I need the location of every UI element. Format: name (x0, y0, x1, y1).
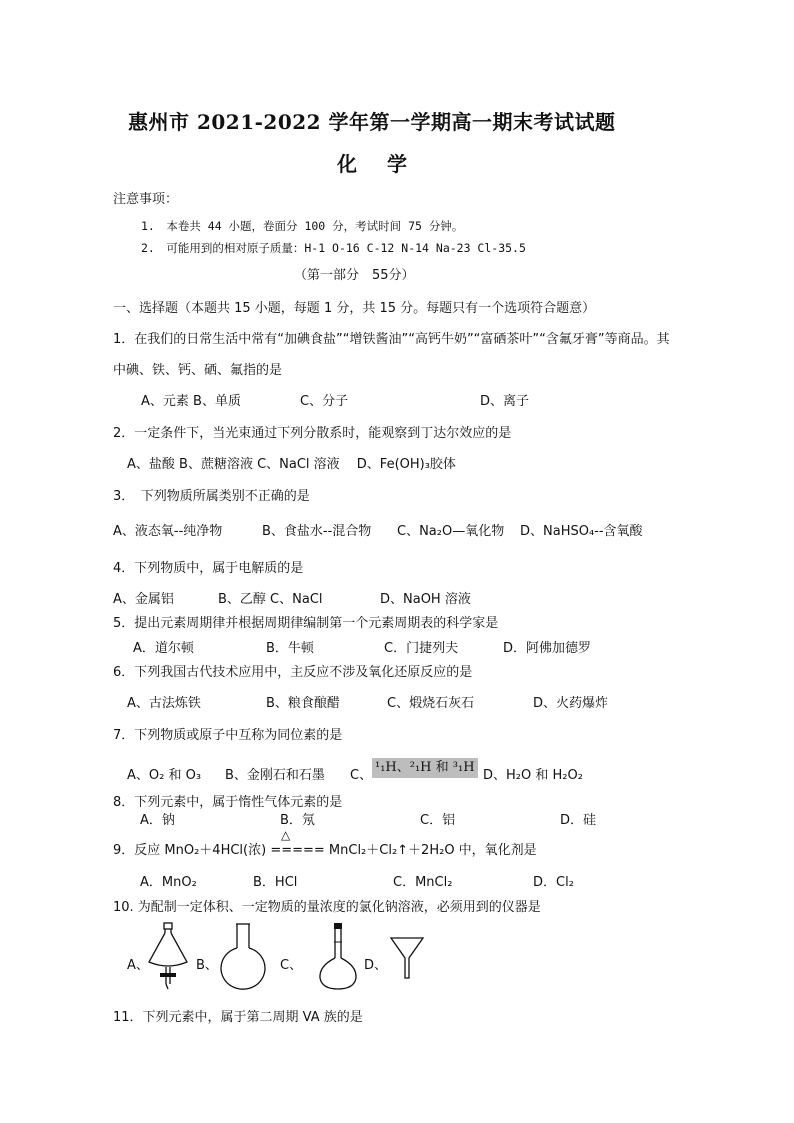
q4-option: A、金属铝 (113, 592, 174, 607)
q5-option: D．阿佛加德罗 (503, 641, 592, 656)
q6-option: A、古法炼铁 (127, 696, 201, 711)
q9-option: D．Cl₂ (533, 875, 574, 890)
q6-stem: 6．下列我国古代技术应用中，主反应不涉及氧化还原反应的是 (113, 665, 473, 680)
q3-option: C、Na₂O—氧化物 (397, 524, 505, 539)
q8-stem: 8．下列元素中，属于惰性气体元素的是 (113, 795, 343, 810)
q6-option: C、煅烧石灰石 (387, 696, 475, 711)
q6-option: D、火药爆炸 (533, 696, 609, 711)
q1-option: C、分子 (300, 394, 349, 409)
q1-option: A、元素 B、单质 (141, 394, 241, 409)
q4-option: D、NaOH 溶液 (380, 592, 471, 607)
q7-option: D、H₂O 和 H₂O₂ (483, 768, 583, 783)
q9-option: C．MnCl₂ (393, 875, 453, 890)
notice-label: 注意事项： (113, 192, 179, 207)
q4-option: B、乙醇 C、NaCl (218, 592, 323, 607)
q2-options: A、盐酸 B、蔗糖溶液 C、NaCl 溶液 D、Fe(OH)₃胶体 (127, 457, 456, 472)
q7-stem: 7．下列物质或原子中互称为同位素的是 (113, 728, 343, 743)
q1-option: D、离子 (480, 394, 530, 409)
q9-option: B．HCl (253, 875, 298, 890)
q10-option: D、 (364, 958, 388, 973)
part-label: （第一部分 55分） (294, 268, 415, 283)
q5-option: C．门捷列夫 (384, 641, 459, 656)
round-bottom-flask-icon (216, 922, 270, 990)
q3-option: B、食盐水--混合物 (262, 524, 372, 539)
volumetric-flask-icon (316, 922, 360, 990)
q3-option: A、液态氧--纯净物 (113, 524, 223, 539)
funnel-icon (389, 936, 425, 980)
q5-stem: 5．提出元素周期律并根据周期律编制第一个元素周期表的科学家是 (113, 616, 499, 631)
q9-option: A．MnO₂ (140, 875, 197, 890)
q8-option: A．钠 (140, 813, 175, 828)
section-heading: 一、选择题（本题共 15 小题，每题 1 分，共 15 分。每题只有一个选项符合题意） (113, 301, 596, 316)
q5-option: B．牛顿 (266, 641, 314, 656)
q5-option: A．道尔顿 (133, 641, 194, 656)
q11-stem: 11．下列元素中，属于第二周期 VA 族的是 (113, 1010, 363, 1025)
q10-option: C、 (280, 958, 303, 973)
exam-title: 惠州市 2021-2022 学年第一学期高一期末考试试题 (128, 110, 616, 134)
q8-option: B．氖 (280, 813, 315, 828)
q7-isotope-image: ¹₁H、²₁H 和 ³₁H (372, 758, 478, 778)
subject-heading: 化学 (337, 152, 437, 176)
q3-stem: 3． 下列物质所属类别不正确的是 (113, 489, 310, 504)
q7-option: A、O₂ 和 O₃ (127, 768, 202, 783)
q9-stem: 9．反应 MnO₂＋4HCl(浓) ===== MnCl₂＋Cl₂↑＋2H₂O 中，氧化剂是 (113, 843, 537, 858)
notice-item: 1. 本卷共 44 小题，卷面分 100 分，考试时间 75 分钟。 (141, 219, 464, 233)
q3-option: D、NaHSO₄--含氧酸 (520, 524, 643, 539)
q7-option: B、金刚石和石墨 (225, 768, 325, 783)
q9-condition: △ (281, 828, 291, 842)
q10-stem: 10. 为配制一定体积、一定物质的量浓度的氯化钠溶液，必须用到的仪器是 (113, 900, 541, 915)
notice-item: 2. 可能用到的相对原子质量：H-1 O-16 C-12 N-14 Na-23 Cl-35.5 (141, 241, 526, 255)
q4-stem: 4．下列物质中，属于电解质的是 (113, 561, 304, 576)
separatory-funnel-icon (146, 922, 190, 990)
q10-option: B、 (196, 958, 218, 973)
q10-option: A、 (127, 958, 149, 973)
q7-option: C、 (350, 768, 373, 783)
q1-stem: 1．在我们的日常生活中常有“加碘食盐”“增铁酱油”“高钙牛奶”“富硒茶叶”“含氟牙膏”等商品。其 (113, 332, 670, 347)
q6-option: B、粮食酿醋 (266, 696, 340, 711)
q8-option: C．铝 (420, 813, 456, 828)
q2-stem: 2．一定条件下，当光束通过下列分散系时，能观察到丁达尔效应的是 (113, 426, 512, 441)
q1-stem: 中碘、铁、钙、硒、氟指的是 (113, 363, 283, 378)
q8-option: D．硅 (560, 813, 597, 828)
